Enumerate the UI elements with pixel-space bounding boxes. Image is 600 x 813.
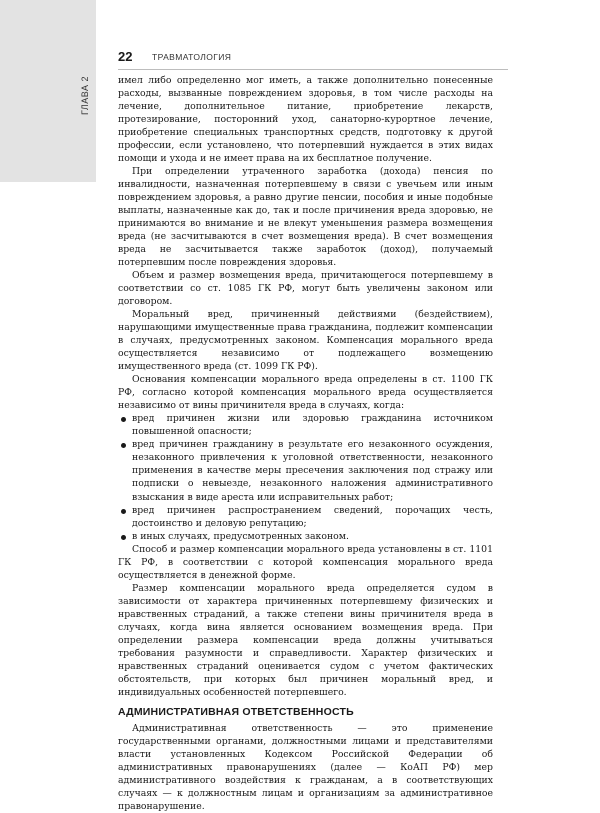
running-title: ТРАВМАТОЛОГИЯ	[152, 52, 232, 62]
page-header	[118, 43, 508, 70]
bullet-icon	[121, 535, 126, 540]
chapter-side-tab	[0, 0, 96, 182]
paragraph: При определении утраченного заработка (дохода) пенсия по инвалидности, назначенная потерпевшему в связи с увечьем или иным повреждением здоровья, а равно другие пенсии, пособия и иные подобные выплаты, назначенные как до, так и после причинения вреда здоровью, не принимаются во внимание и не влекут уменьшения размера возмещения вреда (не засчитываются в счет возмещения вреда). В счет возмещения вреда не засчитывается также заработок (доход), получаемый потерпевшим после повреждения здоровья.	[118, 166, 493, 269]
paragraph: Размер компенсации морального вреда определяется судом в зависимости от характера причиненных потерпевшему физических и нравственных страданий, а также степени вины причинителя вреда в случаях, когда вина является основанием возмещения вреда. При определении размера компенсации вреда должны учитываться требования разумности и справедливости. Характер физических и нравственных страданий оценивается судом с учетом фактических обстоятельств, при которых был причинен моральный вред, и индивидуальных особенностей потерпевшего.	[118, 582, 493, 698]
bullet-icon	[121, 509, 126, 514]
bullet-list	[118, 412, 493, 542]
paragraph: Объем и размер возмещения вреда, причитающегося потерпевшему в соответствии со ст. 1085 ГК РФ, могут быть увеличены законом или договором.	[118, 270, 493, 308]
bullet-icon	[121, 417, 126, 422]
list-item	[118, 530, 493, 543]
page-number: 22	[118, 49, 133, 64]
bullet-icon	[121, 443, 126, 448]
list-item-text: вред причинен гражданину в результате его незаконного осуждения, незаконного привлечения к уголовной ответственности, незаконного применения в качестве меры пресечения заключения под стражу или подписки о невыезде, незаконного наложения административного взыскания в виде ареста или исправительных работ;	[132, 439, 493, 503]
paragraph: имел либо определенно мог иметь, а также дополнительно понесенные расходы, вызванные повреждением здоровья, в том числе расходы на лечение, дополнительное питание, приобретение лекарств, протезирование, посторонний уход, санаторно-курортное лечение, приобретение специальных транспортных средств, подготовку к другой профессии, если установлено, что потерпевший нуждается в этих видах помощи и ухода и не имеет права на их бесплатное получение.	[118, 75, 493, 165]
section-heading: АДМИНИСТРАТИВНАЯ ОТВЕТСТВЕННОСТЬ	[118, 705, 354, 718]
list-item-text: вред причинен распространением сведений, порочащих честь, достоинство и деловую репутацию;	[132, 504, 493, 529]
list-item-text: в иных случаях, предусмотренных законом.	[132, 530, 349, 542]
list-item	[118, 438, 493, 503]
paragraph: Административная ответственность — это применение государственными органами, должностными лицами и представителями власти установленных Кодексом Российской Федерации об административных правонарушениях (далее — КоАП РФ) мер административного воздействия к гражданам, а в соответствующих случаях — к должностным лицам и организациям за административное правонарушение.	[118, 722, 493, 812]
chapter-label: ГЛАВА 2	[80, 76, 90, 115]
paragraph: Основания компенсации морального вреда определены в ст. 1100 ГК РФ, согласно которой компенсация морального вреда осуществляется независимо от вины причинителя вреда в случаях, когда:	[118, 374, 493, 412]
list-item	[118, 504, 493, 530]
page-body	[118, 74, 493, 813]
paragraph: Моральный вред, причиненный действиями (бездействием), нарушающими имущественные права гражданина, подлежит компенсации в случаях, предусмотренных законом. Компенсация морального вреда осуществляется независимо от подлежащего возмещению имущественного вреда (ст. 1099 ГК РФ).	[118, 309, 493, 373]
paragraph: Способ и размер компенсации морального вреда установлены в ст. 1101 ГК РФ, в соответствии с которой компенсация морального вреда осуществляется в денежной форме.	[118, 543, 493, 581]
list-item	[118, 412, 493, 438]
list-item-text: вред причинен жизни или здоровью гражданина источником повышенной опасности;	[132, 413, 493, 438]
